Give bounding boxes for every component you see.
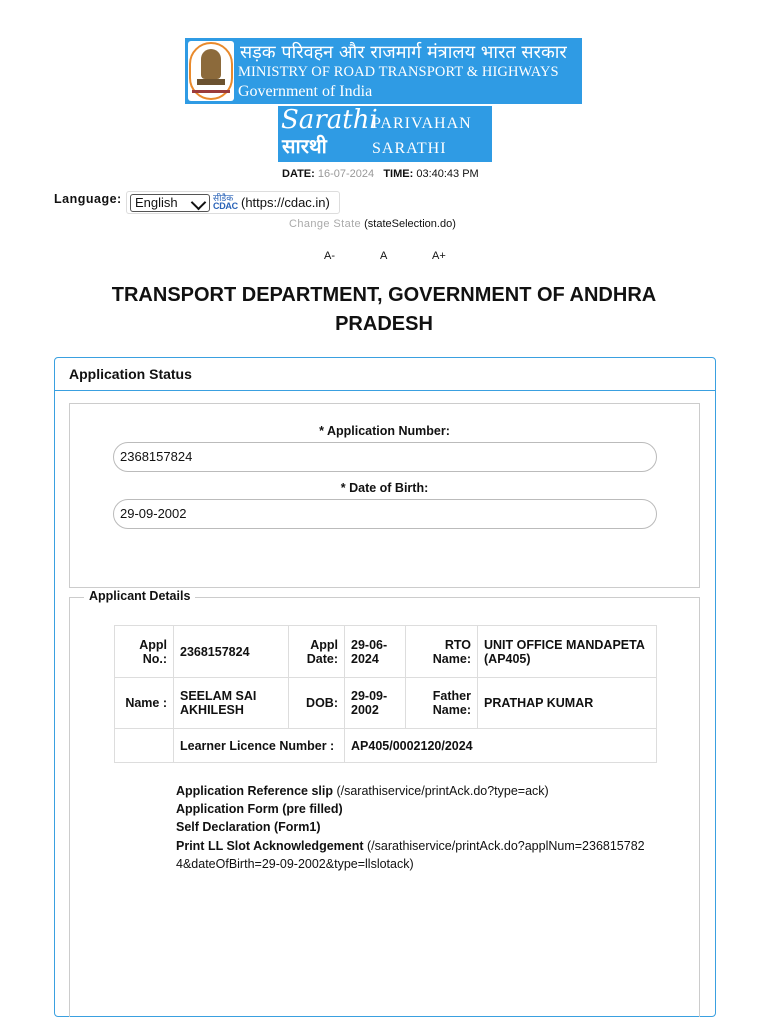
list-item bbox=[176, 800, 646, 818]
reference-slip-url: (/sarathiservice/printAck.do?type=ack) bbox=[336, 784, 549, 798]
ministry-name-english: MINISTRY OF ROAD TRANSPORT & HIGHWAYS bbox=[238, 64, 559, 80]
language-selected-value: English bbox=[135, 195, 178, 210]
national-emblem-icon bbox=[188, 41, 234, 101]
appl-date-value: 29-06-2024 bbox=[345, 626, 406, 678]
font-normal-button[interactable]: A bbox=[380, 250, 388, 262]
applicant-details-legend: Applicant Details bbox=[84, 589, 195, 603]
font-increase-button[interactable]: A+ bbox=[432, 250, 446, 262]
appl-no-value: 2368157824 bbox=[174, 626, 289, 678]
ministry-banner[interactable] bbox=[185, 38, 582, 104]
cdac-link[interactable]: (https://cdac.in) bbox=[241, 195, 330, 210]
table-row bbox=[115, 626, 657, 678]
sarathi-hindi-logo: सारथी bbox=[282, 134, 327, 158]
time-value: 03:40:43 PM bbox=[416, 168, 479, 180]
father-label: Father Name: bbox=[406, 678, 478, 729]
font-decrease-button[interactable]: A- bbox=[324, 250, 335, 262]
learner-licence-value: AP405/0002120/2024 bbox=[345, 729, 657, 763]
date-label: DATE: bbox=[282, 168, 315, 180]
parivahan-text: PARIVAHAN bbox=[372, 115, 472, 132]
cdac-logo-icon[interactable] bbox=[213, 193, 239, 212]
change-state-link[interactable]: Change State bbox=[289, 218, 362, 230]
government-of-india: Government of India bbox=[238, 83, 373, 100]
ll-slot-ack-link[interactable]: Print LL Slot Acknowledgement bbox=[176, 838, 364, 853]
rto-value: UNIT OFFICE MANDAPETA (AP405) bbox=[478, 626, 657, 678]
name-label: Name : bbox=[115, 678, 174, 729]
sarathi-logo-banner[interactable] bbox=[278, 106, 492, 162]
language-selector-box bbox=[126, 191, 340, 214]
list-item bbox=[176, 782, 646, 800]
learner-licence-label: Learner Licence Number : bbox=[174, 729, 345, 763]
print-links bbox=[176, 782, 646, 873]
reference-slip-link[interactable]: Application Reference slip bbox=[176, 784, 333, 798]
table-row bbox=[115, 729, 657, 763]
dob-label: * Date of Birth: bbox=[340, 481, 429, 495]
application-form-link[interactable]: Application Form (pre filled) bbox=[176, 802, 343, 817]
applicant-details-table bbox=[114, 625, 657, 763]
sarathi-script-logo: Sarathi bbox=[281, 105, 378, 135]
department-title: TRANSPORT DEPARTMENT, GOVERNMENT OF ANDHRA PRADESH bbox=[111, 284, 657, 335]
appl-date-label: Appl Date: bbox=[289, 626, 345, 678]
list-item bbox=[176, 837, 646, 873]
ll-slot-ack-url: (/sarathiservice/printAck.do?applNum=2368157824&dateOfBirth=29-09-2002&type=llslotack) bbox=[176, 838, 645, 871]
change-state-row bbox=[289, 218, 456, 230]
ministry-name-hindi: सड़क परिवहन और राजमार्ग मंत्रालय भारत सरकार bbox=[240, 42, 567, 63]
language-select[interactable] bbox=[130, 194, 210, 212]
sarathi-text: SARATHI bbox=[372, 140, 447, 157]
self-declaration-link[interactable]: Self Declaration (Form1) bbox=[176, 820, 321, 835]
dob-input[interactable]: 29-09-2002 bbox=[113, 499, 657, 529]
chevron-down-icon bbox=[191, 195, 207, 211]
date-time-bar bbox=[282, 168, 479, 180]
language-label: Language: bbox=[54, 192, 122, 206]
panel-header bbox=[55, 358, 715, 391]
rto-label: RTO Name: bbox=[406, 626, 478, 678]
appl-no-label: Appl No.: bbox=[115, 626, 174, 678]
dob-row-value: 29-09-2002 bbox=[345, 678, 406, 729]
search-form bbox=[69, 403, 700, 588]
application-number-input[interactable]: 2368157824 bbox=[113, 442, 657, 472]
cdac-logo-hindi: सीडैक bbox=[213, 193, 234, 203]
cdac-logo-english: CDAC bbox=[213, 201, 238, 211]
time-label: TIME: bbox=[383, 168, 414, 180]
application-number-label: * Application Number: bbox=[319, 424, 450, 438]
date-value: 16-07-2024 bbox=[317, 168, 375, 180]
dob-row-label: DOB: bbox=[289, 678, 345, 729]
father-value: PRATHAP KUMAR bbox=[478, 678, 657, 729]
list-item bbox=[176, 818, 646, 836]
change-state-url: (stateSelection.do) bbox=[364, 218, 456, 230]
name-value: SEELAM SAI AKHILESH bbox=[174, 678, 289, 729]
table-row bbox=[115, 678, 657, 729]
panel-title: Application Status bbox=[69, 366, 192, 382]
